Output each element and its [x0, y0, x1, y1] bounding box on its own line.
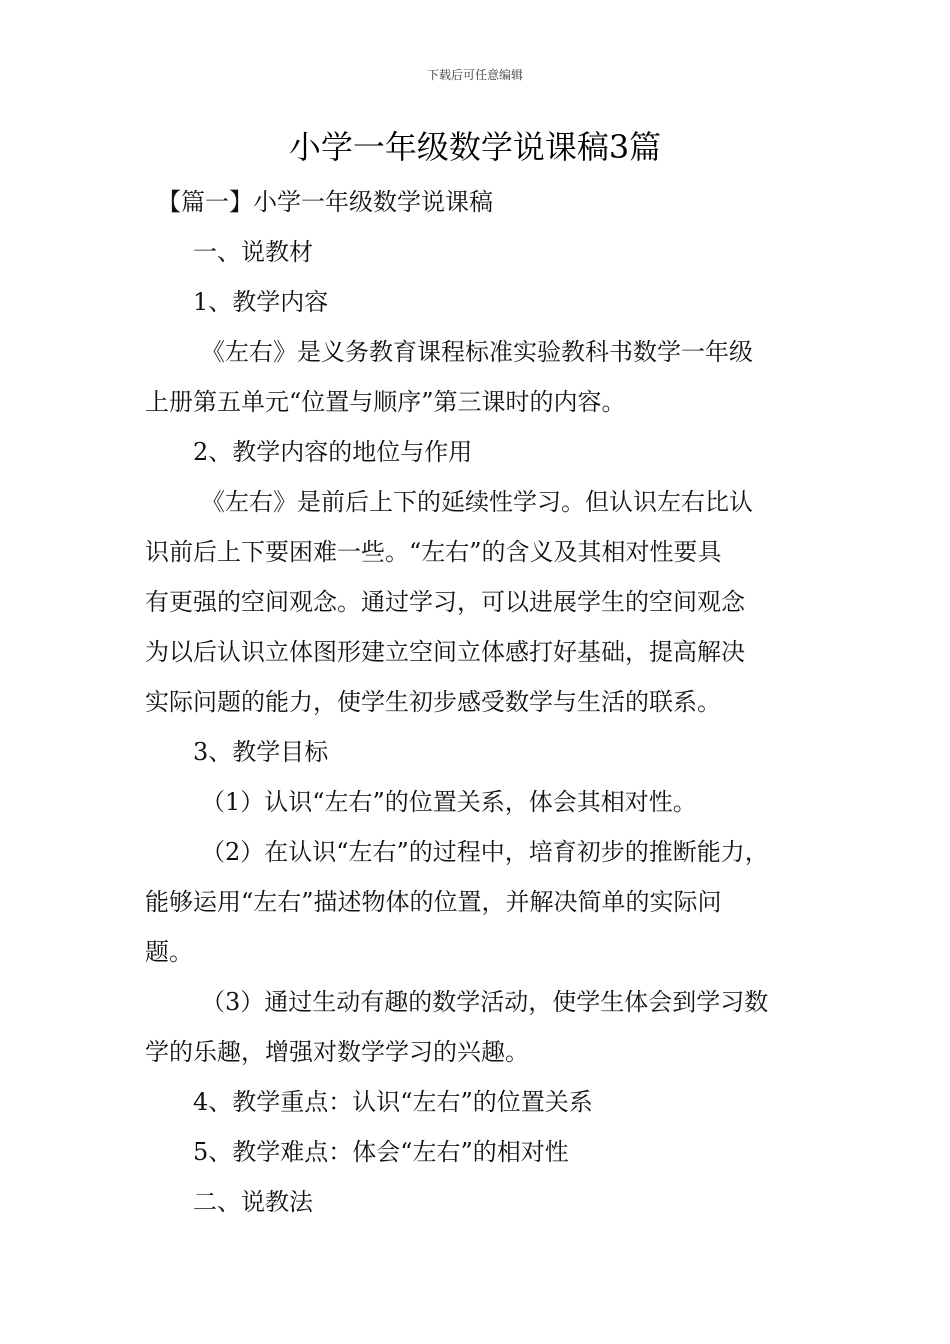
goal-item: （2）在认识“左右”的过程中，培育初步的推断能力，	[201, 838, 769, 866]
goal-item: （1）认识“左右”的位置关系，体会其相对性。	[201, 788, 697, 816]
paragraph-line: 《左右》是前后上下的延续性学习。但认识左右比认	[201, 488, 753, 516]
paragraph-line: 能够运用“左右”描述物体的位置，并解决简单的实际问	[145, 888, 722, 916]
subheading-key-point: 4、教学重点：认识“左右”的位置关系	[193, 1088, 593, 1116]
section-heading: 【篇一】小学一年级数学说课稿	[157, 188, 493, 216]
paragraph-line: 上册第五单元“位置与顺序”第三课时的内容。	[145, 388, 626, 416]
subheading-role: 2、教学内容的地位与作用	[193, 438, 473, 466]
paragraph-line: 实际问题的能力，使学生初步感受数学与生活的联系。	[145, 688, 721, 716]
header-note: 下载后可任意编辑	[426, 68, 523, 82]
paragraph-line: 学的乐趣，增强对数学学习的兴趣。	[145, 1038, 529, 1066]
document-title: 小学一年级数学说课稿3篇	[288, 128, 662, 166]
paragraph-line: 题。	[145, 938, 193, 966]
heading-teaching-method: 二、说教法	[193, 1188, 313, 1216]
subheading-goals: 3、教学目标	[193, 738, 329, 766]
paragraph-line: 为以后认识立体图形建立空间立体感打好基础，提高解决	[145, 638, 745, 666]
paragraph-line: 识前后上下要困难一些。“左右”的含义及其相对性要具	[145, 538, 722, 566]
subheading-content: 1、教学内容	[193, 288, 329, 316]
document-body	[145, 177, 810, 1227]
subheading-difficulty: 5、教学难点：体会“左右”的相对性	[193, 1138, 569, 1166]
paragraph-line: 有更强的空间观念。通过学习，可以进展学生的空间观念	[145, 588, 745, 616]
goal-item: （3）通过生动有趣的数学活动，使学生体会到学习数	[201, 988, 769, 1016]
paragraph-line: 《左右》是义务教育课程标准实验教科书数学一年级	[201, 338, 753, 366]
heading-teaching-material: 一、说教材	[193, 238, 313, 266]
